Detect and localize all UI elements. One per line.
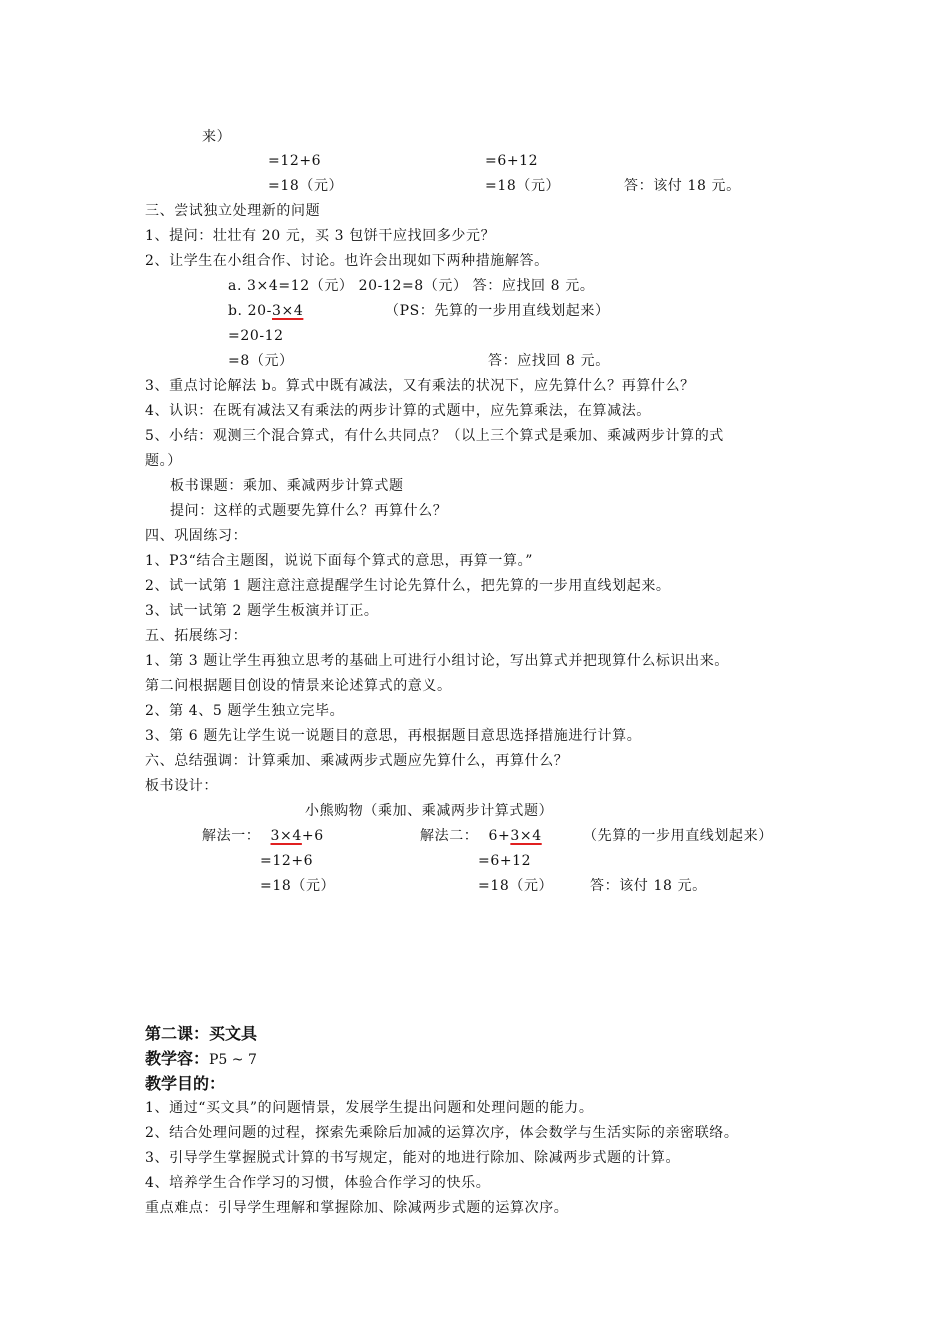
underlined-step: 3×4 [510, 828, 542, 844]
paragraph: 3、重点讨论解法 b。算式中既有减法，又有乘法的状况下，应先算什么？再算什么？ [145, 378, 695, 394]
underlined-step: 3×4 [272, 303, 304, 319]
note-text: （PS：先算的一步用直线划起来） [385, 303, 610, 319]
answer-text: 答：应找回 8 元。 [488, 353, 610, 369]
math-line: =6+12 [478, 853, 532, 869]
paragraph: 1、第 3 题让学生再独立思考的基础上可进行小组讨论，写出算式并把现算什么标识出来。 [145, 653, 729, 669]
paragraph: 重点难点：引导学生理解和掌握除加、除减两步式题的运算次序。 [145, 1200, 569, 1216]
math-line: =20-12 [228, 328, 284, 344]
paragraph: 2、第 4、5 题学生独立完毕。 [145, 703, 345, 719]
underlined-step: 3×4 [270, 828, 302, 844]
paragraph: 1、提问：壮壮有 20 元，买 3 包饼干应找回多少元？ [145, 228, 496, 244]
paragraph: 5、小结：观测三个混合算式，有什么共同点？（以上三个算式是乘加、乘减两步计算的式 [145, 428, 724, 444]
math-line: =18（元） [268, 178, 344, 194]
board-title: 小熊购物（乘加、乘减两步计算式题） [305, 803, 554, 819]
paragraph: 2、试一试第 1 题注意注意提醒学生讨论先算什么，把先算的一步用直线划起来。 [145, 578, 671, 594]
math-line: =12+6 [268, 153, 322, 169]
paragraph: 2、结合处理问题的过程，探索先乘除后加减的运算次序，体会数学与生活实际的亲密联络。 [145, 1125, 739, 1141]
solution-b-prefix: b. 20- [228, 303, 273, 319]
paragraph: 3、第 6 题先让学生说一说题目的意思，再根据题目意思选择措施进行计算。 [145, 728, 642, 744]
answer-text: 答：该付 18 元。 [590, 878, 707, 894]
solution-1-rest: +6 [301, 828, 324, 844]
paragraph: 3、引导学生掌握脱式计算的书写规定，能对的地进行除加、除减两步式题的计算。 [145, 1150, 681, 1166]
paragraph: 4、认识：在既有减法又有乘法的两步计算的式题中，应先算乘法，在算减法。 [145, 403, 651, 419]
paragraph: 1、P3“结合主题图，说说下面每个算式的意思，再算一算。” [145, 553, 533, 569]
paragraph: 3、试一试第 2 题学生板演并订正。 [145, 603, 379, 619]
content-value: P5 ~ 7 [209, 1052, 257, 1068]
solution-1-label: 解法一： [202, 828, 261, 844]
paragraph: 提问：这样的式题要先算什么？再算什么？ [170, 503, 448, 519]
board-solution-2 [420, 826, 542, 846]
paragraph: 1、通过“买文具”的问题情景，发展学生提出问题和处理问题的能力。 [145, 1100, 594, 1116]
paragraph: 第二问根据题目创设的情景来论述算式的意义。 [145, 678, 452, 694]
math-line: =12+6 [260, 853, 314, 869]
math-line: =18（元） [260, 878, 336, 894]
content-label: 教学容： [145, 1049, 210, 1068]
math-line: =6+12 [485, 153, 539, 169]
lesson-content [145, 1048, 257, 1071]
solution-a: a. 3×4=12（元） 20-12=8（元） 答：应找回 8 元。 [228, 278, 595, 294]
math-line: =8（元） [228, 353, 294, 369]
section-heading: 四、巩固练习： [145, 528, 248, 544]
lesson-title: 第二课：买文具 [145, 1024, 258, 1043]
solution-2-prefix: 6+ [488, 828, 511, 844]
paragraph: 题。） [145, 453, 182, 469]
board-solution-1 [202, 826, 324, 846]
section-heading: 六、总结强调：计算乘加、乘减两步式题应先算什么，再算什么？ [145, 753, 569, 769]
solution-b [228, 301, 303, 321]
section-heading: 三、尝试独立处理新的问题 [145, 203, 321, 219]
paragraph: 2、让学生在小组合作、讨论。也许会出现如下两种措施解答。 [145, 253, 549, 269]
paragraph: 板书课题：乘加、乘减两步计算式题 [170, 478, 404, 494]
continuation-text: 来） [202, 129, 232, 145]
solution-2-label: 解法二： [420, 828, 479, 844]
math-line: =18（元） [485, 178, 561, 194]
answer-text: 答：该付 18 元。 [624, 178, 741, 194]
goal-heading: 教学目的： [145, 1074, 226, 1093]
paragraph: 4、培养学生合作学习的习惯，体验合作学习的快乐。 [145, 1175, 491, 1191]
paragraph: 板书设计： [145, 778, 218, 794]
section-heading: 五、拓展练习： [145, 628, 248, 644]
math-line: =18（元） [478, 878, 554, 894]
note-text: （先算的一步用直线划起来） [583, 828, 773, 844]
